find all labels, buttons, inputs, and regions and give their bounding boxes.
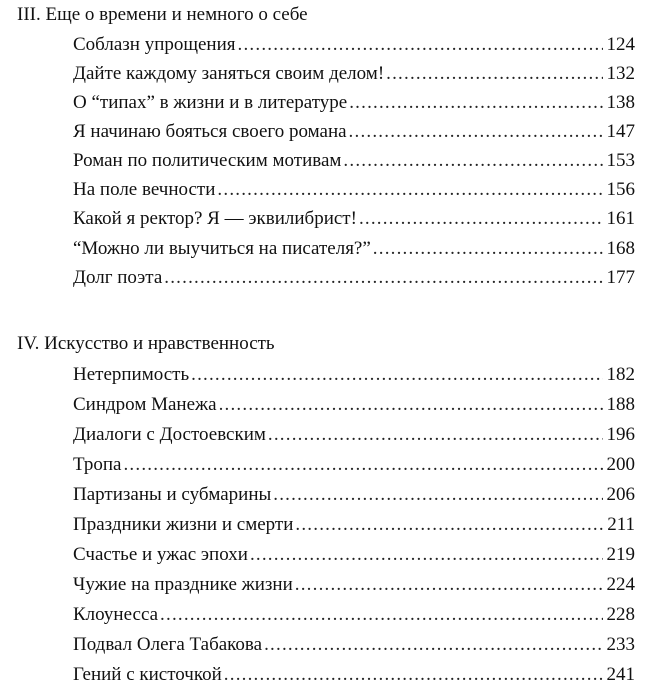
- entry-title: Соблазн упрощения: [73, 34, 236, 55]
- entry-page: 200: [606, 454, 635, 475]
- dot-leader: [373, 237, 603, 261]
- entry-title: Долг поэта: [73, 267, 163, 288]
- section-title-4: IV. Искусство и нравственность: [17, 333, 275, 354]
- entry-page: 156: [606, 179, 635, 200]
- dot-leader: [343, 149, 602, 173]
- entry-page: 168: [606, 238, 635, 259]
- toc-entry: [73, 33, 635, 57]
- toc-entry: [73, 363, 635, 387]
- entry-title: О “типах” в жизни и в литературе: [73, 92, 348, 113]
- dot-leader: [123, 453, 602, 477]
- section-title-3: III. Еще о времени и немного о себе: [17, 4, 308, 25]
- dot-leader: [164, 266, 602, 290]
- dot-leader: [264, 633, 602, 657]
- entry-page: 161: [606, 208, 635, 229]
- toc-entry: [73, 149, 635, 173]
- dot-leader: [250, 543, 603, 567]
- entry-page: 182: [606, 364, 635, 385]
- toc-entry: [73, 120, 635, 144]
- entry-page: 241: [606, 664, 635, 685]
- dot-leader: [349, 120, 603, 144]
- toc-entry: [73, 178, 635, 202]
- entry-title: Праздники жизни и смерти: [73, 514, 294, 535]
- toc-entry: [73, 633, 635, 657]
- entry-page: 138: [606, 92, 635, 113]
- entry-title: Счастье и ужас эпохи: [73, 544, 248, 565]
- entry-title: Чужие на празднике жизни: [73, 574, 293, 595]
- entry-title: Какой я ректор? Я — эквилибрист!: [73, 208, 357, 229]
- toc-entry: [73, 266, 635, 290]
- dot-leader: [160, 603, 602, 627]
- entry-title: Диалоги с Достоевским: [73, 424, 266, 445]
- dot-leader: [238, 33, 603, 57]
- entry-title: Я начинаю бояться своего романа: [73, 121, 347, 142]
- dot-leader: [359, 207, 603, 231]
- entry-page: 233: [606, 634, 635, 655]
- entry-title: Гений с кисточкой: [73, 664, 222, 685]
- dot-leader: [268, 423, 603, 447]
- toc-entry: [73, 423, 635, 447]
- entry-title: Тропа: [73, 454, 122, 475]
- toc-entry: [73, 513, 635, 537]
- dot-leader: [295, 513, 603, 537]
- entry-page: 153: [606, 150, 635, 171]
- entry-page: 228: [606, 604, 635, 625]
- entry-page: 188: [606, 394, 635, 415]
- toc-entry: [73, 573, 635, 597]
- dot-leader: [224, 663, 603, 687]
- entry-title: Синдром Манежа: [73, 394, 217, 415]
- entry-page: 147: [606, 121, 635, 142]
- entry-page: 224: [606, 574, 635, 595]
- toc-entry: [73, 91, 635, 115]
- entry-page: 177: [606, 267, 635, 288]
- dot-leader: [217, 178, 602, 202]
- entry-page: 132: [606, 63, 635, 84]
- dot-leader: [191, 363, 602, 387]
- toc-entry: [73, 62, 635, 86]
- dot-leader: [295, 573, 603, 597]
- dot-leader: [386, 62, 602, 86]
- entry-page: 219: [606, 544, 635, 565]
- entry-title: Клоунесса: [73, 604, 159, 625]
- entry-page: 124: [606, 34, 635, 55]
- entry-title: “Можно ли выучиться на писателя?”: [73, 238, 371, 259]
- entry-title: Роман по политическим мотивам: [73, 150, 342, 171]
- entry-title: Дайте каждому заняться своим делом!: [73, 63, 385, 84]
- dot-leader: [219, 393, 603, 417]
- entry-title: Партизаны и субмарины: [73, 484, 272, 505]
- entry-page: 196: [606, 424, 635, 445]
- entry-page: 211: [607, 514, 635, 535]
- toc-entry: [73, 393, 635, 417]
- dot-leader: [349, 91, 602, 115]
- toc-entry: [73, 543, 635, 567]
- entry-title: На поле вечности: [73, 179, 216, 200]
- dot-leader: [273, 483, 602, 507]
- toc-entry: [73, 663, 635, 687]
- toc-entry: [73, 237, 635, 261]
- entry-title: Подвал Олега Табакова: [73, 634, 263, 655]
- toc-entry: [73, 483, 635, 507]
- toc-entry: [73, 603, 635, 627]
- toc-entry: [73, 453, 635, 477]
- toc-entry: [73, 207, 635, 231]
- entry-title: Нетерпимость: [73, 364, 190, 385]
- entry-page: 206: [606, 484, 635, 505]
